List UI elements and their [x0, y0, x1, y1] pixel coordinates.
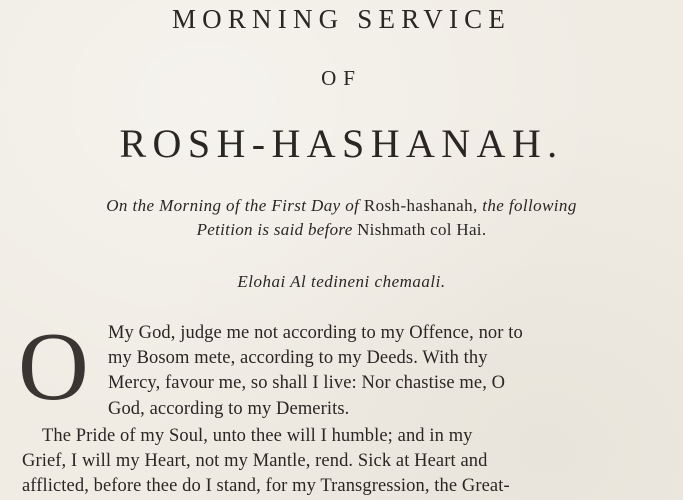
body-line: God, according to my Demerits.: [108, 399, 350, 419]
intro-line-2-part-b: Nishmath col Hai: [357, 220, 482, 239]
intro-line-2: [0, 220, 683, 240]
body-line: Grief, I will my Heart, not my Mantle, rend. Sick at Heart and: [22, 451, 488, 471]
body-line: The Pride of my Soul, unto thee will I humble; and in my: [42, 426, 473, 446]
prayer-subtitle: Elohai Al tedineni chemaali.: [237, 272, 446, 291]
intro-line-1-part-c: , the following: [472, 196, 577, 215]
intro-line-2-part-c: .: [481, 220, 487, 239]
intro-line-2-part-a: Petition is said before: [196, 220, 358, 239]
title-rosh-hashanah: ROSH-HASHANAH.: [119, 121, 564, 166]
body-line: Mercy, favour me, so shall I live: Nor chastise me, O: [108, 373, 506, 393]
drop-cap: O: [18, 313, 89, 421]
body-line: afflicted, before thee do I stand, for my Transgression, the Great-: [22, 476, 510, 496]
intro-line-1-part-b: Rosh-hashanah: [363, 196, 473, 215]
title-morning-service: MORNING SERVICE: [171, 4, 512, 34]
body-line: my Bosom mete, according to my Deeds. With thy: [108, 348, 488, 368]
body-line: My God, judge me not according to my Offence, nor to: [108, 323, 523, 343]
title-of: OF: [321, 66, 362, 90]
intro-line-1-part-a: On the Morning of the First Day of: [106, 196, 364, 215]
intro-line-1: [0, 196, 683, 216]
